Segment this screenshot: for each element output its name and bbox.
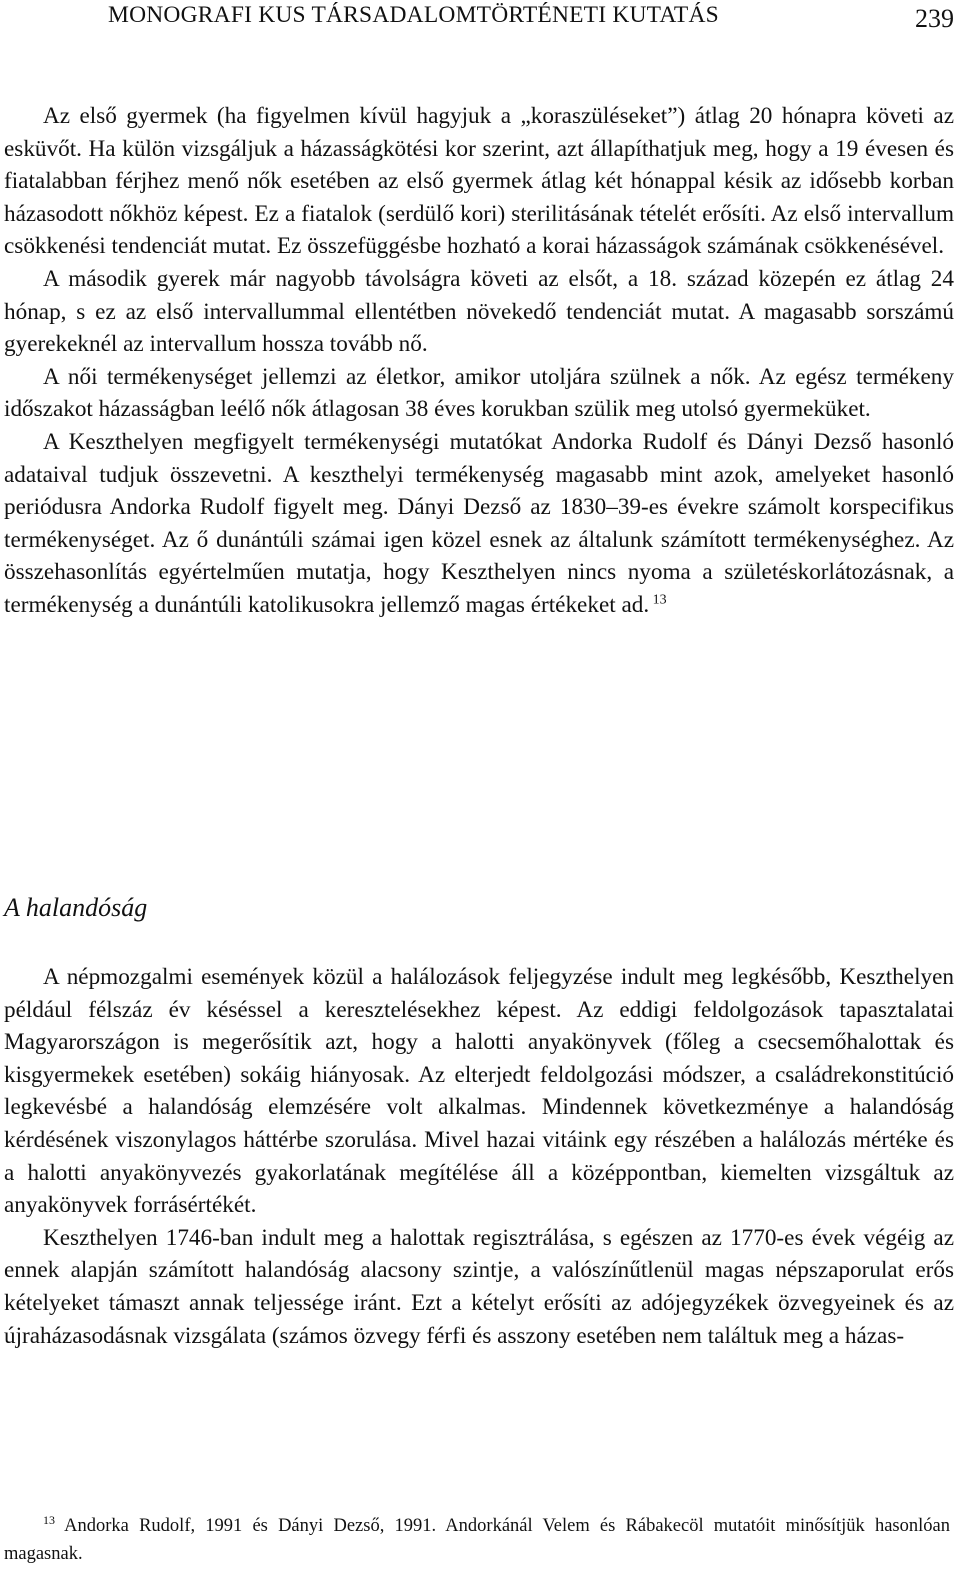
footnote-reference[interactable]: 13 xyxy=(649,592,667,608)
footnote xyxy=(4,1512,950,1568)
footnote-text: Andorka Rudolf, 1991 és Dányi Dezső, 1991. Andorkánál Velem és Rábakecöl mutatóit minősítjük hasonlóan magasnak. xyxy=(4,1516,950,1564)
section-title: A halandóság xyxy=(4,893,148,922)
page-header xyxy=(108,2,956,38)
paragraph: A második gyerek már nagyobb távolságra követi az elsőt, a 18. század közepén ez átlag 24 hónap, s ez az első intervallummal ellentétben növekedő tendenciát mutat. A magasabb sorszámú gyerekeknél az intervallum hossza tovább nő. xyxy=(4,265,954,358)
paragraph xyxy=(4,426,954,622)
footnote-mark: 13 xyxy=(43,1512,55,1527)
paragraph: Az első gyermek (ha figyelmen kívül hagyjuk a „koraszüléseket”) átlag 20 hónapra követi az esküvőt. Ha külön vizsgáljuk a házasságkötési kor szerint, azt állapíthatjuk meg, hogy a 19 évesen és fiatalabban férjhez menő nők esetében az első gyermek átlag két hónappal késik az idősebb korban házasodott nőkhöz képest. Ez a fiatalok (serdülő kori) sterilitásának tételét erősíti. Az első intervallum csökkenési tendenciát mutat. Ez összefüggésbe hozható a korai házasságok számának csökkenésével. xyxy=(4,103,954,260)
running-title: MONOGRAFI KUS TÁRSADALOMTÖRTÉNETI KUTATÁS xyxy=(108,2,719,28)
paragraph: A népmozgalmi események közül a halálozások feljegyzése indult meg legkésőbb, Keszthelyen például félszáz év késéssel a keresztelésekhez képest. Az eddigi feldolgozások tapasztalatai Magyarországon is megerősítik azt, hogy a halotti anyakönyvek (főleg a csecsemőhalottak és kisgyermekek esetében) sokáig hiányosak. Az elterjedt feldolgozási módszer, a családrekonstitúció legkevésbé a halandóság elemzésére volt alkalmas. Mindennek következménye a halandóság kérdésének viszonylagos háttérbe szorulása. Mivel hazai vitáink egy részében a halálozás mértéke és a halotti anyakönyvezés gyakorlatának megítélése áll a középpontban, kiemelten vizsgáltuk az anyakönyvek forrásértékét. xyxy=(4,964,954,1219)
text-block-mortality xyxy=(4,961,954,1352)
page-number: 239 xyxy=(915,4,954,33)
footnote-divider xyxy=(4,1497,196,1498)
paragraph: Keszthelyen 1746-ban indult meg a halottak regisztrálása, s egészen az 1770-es évek végéig az ennek alapján számított halandóság alacsony szintje, a valószínűtlenül magas népszaporulat erős kételyeket támaszt annak teljessége iránt. Ezt a kételyt erősíti az adójegyzékek özvegyeinek és az újraházasodásnak vizsgálata (számos özvegy férfi és asszony esetében nem találtuk meg a házas- xyxy=(4,1224,954,1349)
text-block-fertility xyxy=(4,100,954,622)
paragraph: A női termékenységet jellemzi az életkor, amikor utoljára szülnek a nők. Az egész termékeny időszakot házasságban leélő nők átlagosan 38 éves korukban szülik meg utolsó gyermeküket. xyxy=(4,363,954,423)
paragraph-text: A Keszthelyen megfigyelt termékenységi mutatókat Andorka Rudolf és Dányi Dezső hasonló adataival tudjuk összevetni. A keszthelyi termékenység magasabb mint azok, amelyeket hasonló periódusra Andorka Rudolf figyelt meg. Dányi Dezső az 1830–39-es évekre számolt korspecifikus termékenységet. Az ő dunántúli számai igen közel esnek az általunk számított termékenységhez. Az összehasonlítás egyértelműen mutatja, hogy Keszthelyen nincs nyoma a születéskorlátozásnak, a termékenység a dunántúli katolikusokra jellemző magas értékeket ad. xyxy=(4,428,954,618)
